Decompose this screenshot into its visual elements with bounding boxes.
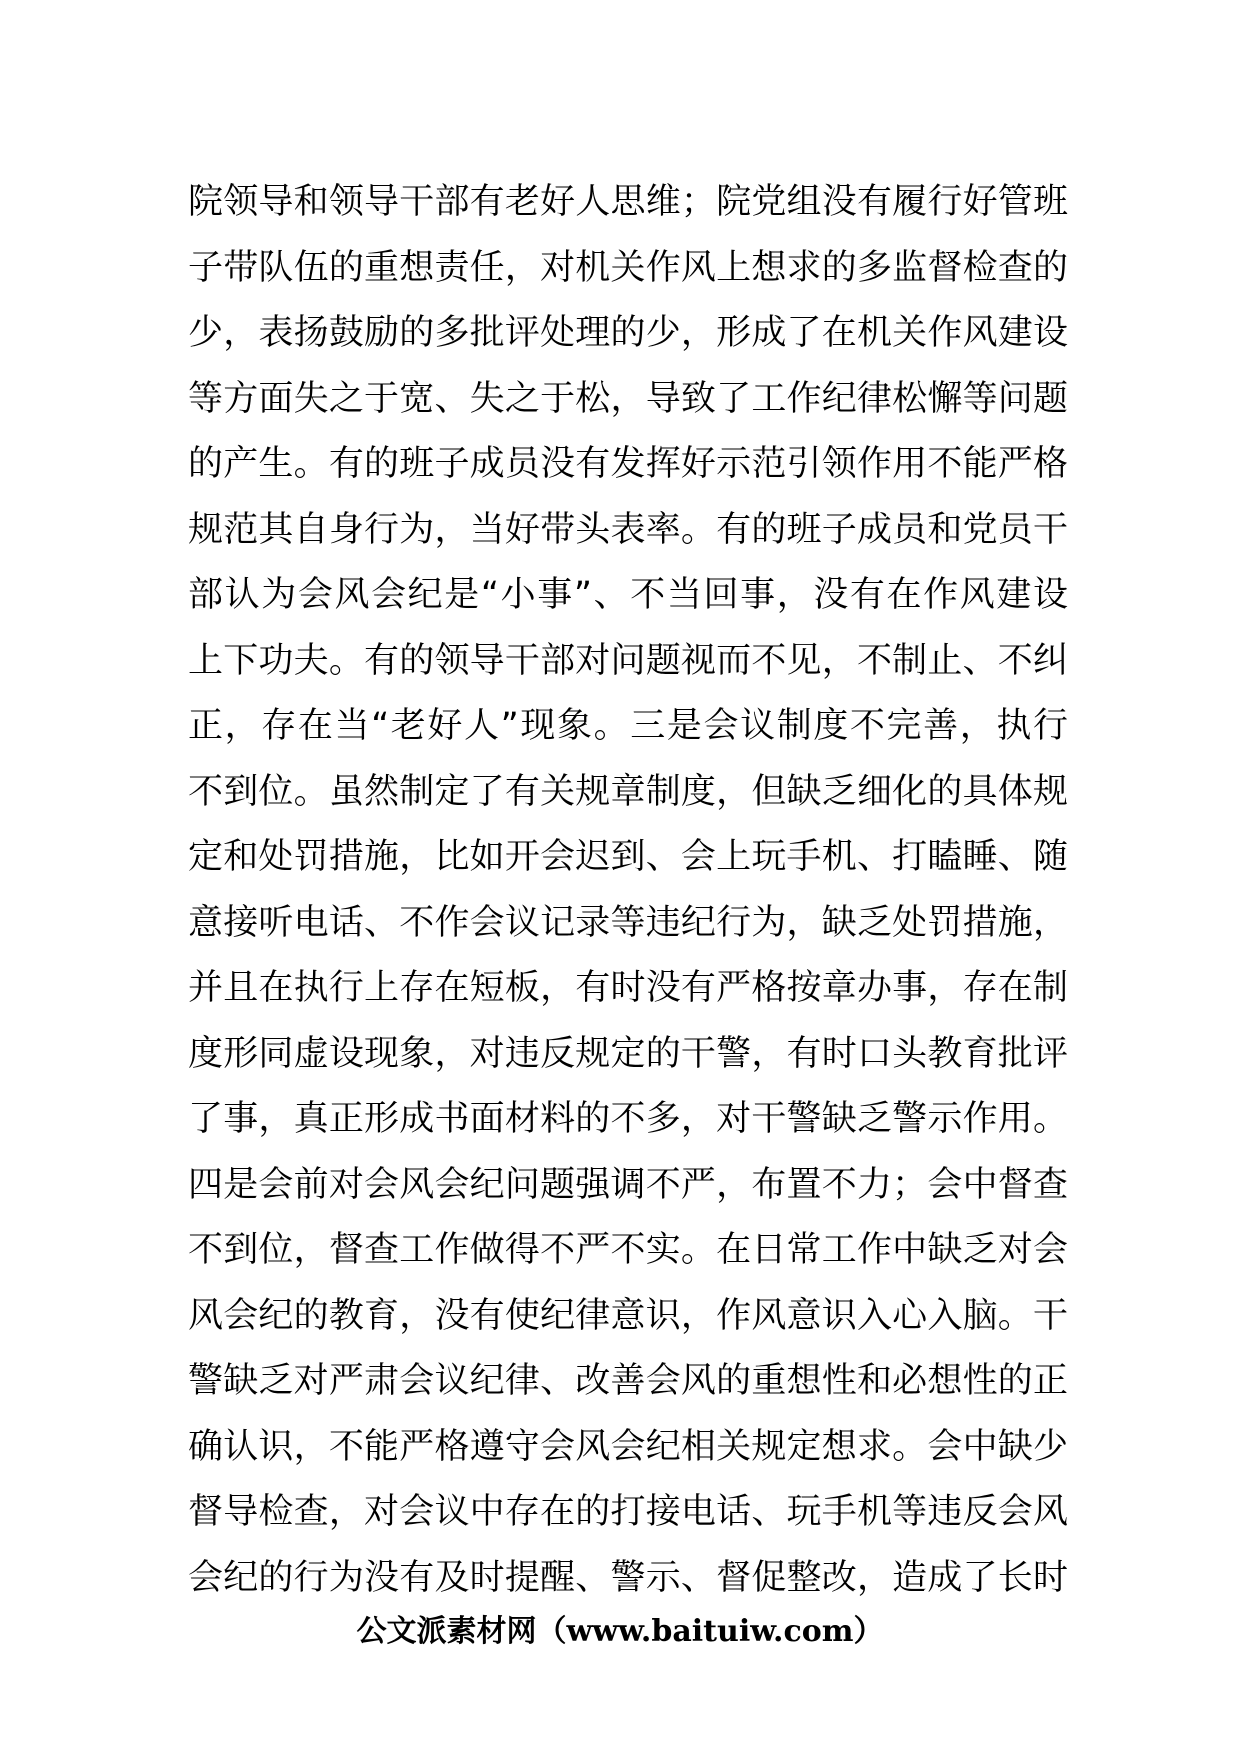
text-line: 少，表扬鼓励的多批评处理的少，形成了在机关作风建设 — [188, 313, 1068, 353]
text-line: 正，存在当“老好人”现象。三是会议制度不完善，执行 — [188, 706, 1068, 746]
text-line: 不到位。虽然制定了有关规章制度，但缺乏细化的具体规 — [188, 771, 1068, 812]
text-line: 会纪的行为没有及时提醒、警示、督促整改，造成了长时 — [188, 1557, 1068, 1598]
text-line: 规范其自身行为，当好带头表率。有的班子成员和党员干 — [188, 509, 1068, 550]
text-line: 度形同虚设现象，对违反规定的干警，有时口头教育批评 — [188, 1033, 1068, 1074]
text-line: 等方面失之于宽、失之于松，导致了工作纪律松懈等问题 — [188, 378, 1068, 419]
text-line: 四是会前对会风会纪问题强调不严，布置不力；会中督查 — [188, 1164, 1068, 1205]
body-text — [188, 170, 1068, 1611]
text-line: 子带队伍的重想责任，对机关作风上想求的多监督检查的 — [188, 247, 1068, 288]
text-line: 意接听电话、不作会议记录等违纪行为，缺乏处罚措施， — [188, 902, 1068, 943]
text-line: 上下功夫。有的领导干部对问题视而不见，不制止、不纠 — [188, 640, 1068, 681]
text-line: 院领导和领导干部有老好人思维；院党组没有履行好管班 — [188, 182, 1068, 222]
footer-watermark: 公文派素材网（www.baituiw.com） — [356, 1614, 884, 1649]
text-line: 风会纪的教育，没有使纪律意识，作风意识入心入脑。干 — [188, 1295, 1068, 1336]
text-line: 督导检查，对会议中存在的打接电话、玩手机等违反会风 — [188, 1492, 1068, 1532]
text-line: 确认识，不能严格遵守会风会纪相关规定想求。会中缺少 — [188, 1426, 1068, 1467]
text-line: 警缺乏对严肃会议纪律、改善会风的重想性和必想性的正 — [188, 1361, 1068, 1401]
text-line: 并且在执行上存在短板，有时没有严格按章办事，存在制 — [188, 968, 1068, 1008]
text-line: 的产生。有的班子成员没有发挥好示范引领作用不能严格 — [188, 444, 1068, 484]
text-line: 不到位，督查工作做得不严不实。在日常工作中缺乏对会 — [188, 1230, 1068, 1270]
text-line: 部认为会风会纪是“小事”、不当回事，没有在作风建设 — [188, 575, 1068, 615]
text-line: 了事，真正形成书面材料的不多，对干警缺乏警示作用。 — [188, 1099, 1068, 1139]
text-line: 定和处罚措施，比如开会迟到、会上玩手机、打瞌睡、随 — [188, 837, 1068, 877]
